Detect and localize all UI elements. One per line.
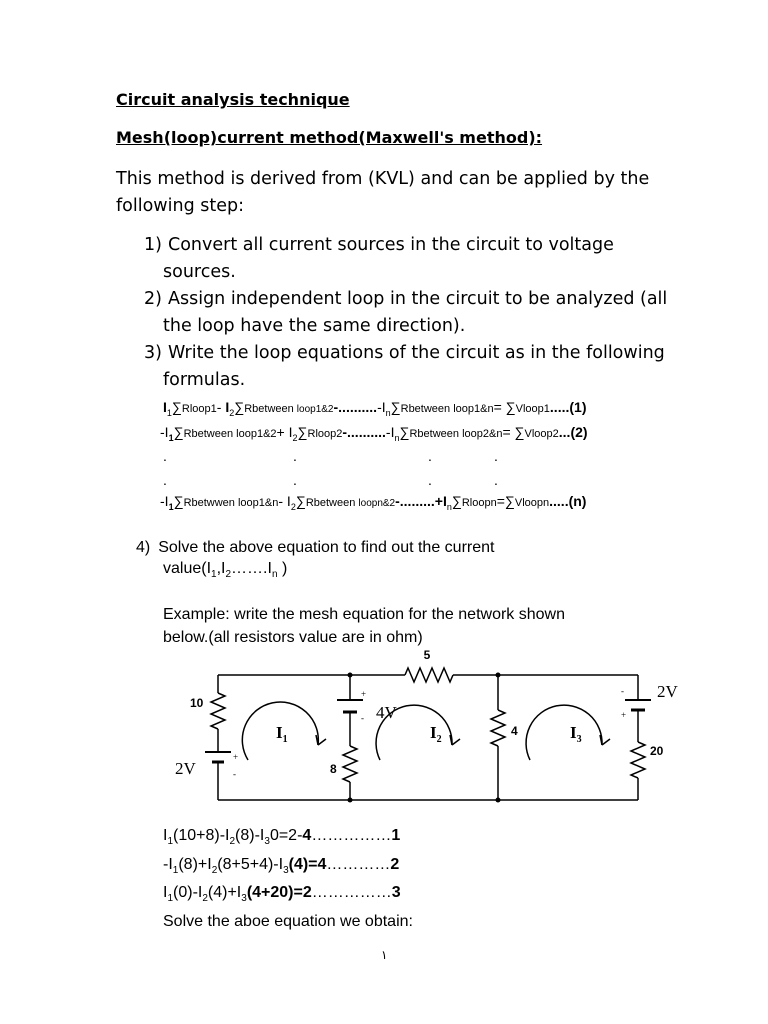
heading-circuit-analysis: Circuit analysis technique [116, 90, 350, 109]
minus-sign: - [233, 769, 236, 779]
node [496, 673, 501, 678]
formula-loop1: $I_1\sum Rloop1-$ $I_2\sum Rbetween$ $loop1\&2-..........-I_n\sum Rbetween$ loop1&n= ∑Vloop1.....(1) [163, 399, 587, 418]
plus-sign: + [621, 710, 627, 720]
label-source-right: 2V [657, 682, 678, 701]
resistor-5 [405, 668, 453, 682]
step-number: 4) [136, 539, 151, 556]
mesh-equations [163, 825, 413, 934]
step-1: 1) Convert all current sources in the circuit to voltage sources. [116, 232, 667, 286]
label-r10: 10 [190, 696, 204, 710]
label-source-left: 2V [175, 759, 196, 778]
resistor-8 [343, 746, 357, 782]
mesh-label-i2: $I_2$ [430, 723, 442, 745]
step-4: 4) Solve the above equation to find out the current $value(I_1,I_2\dots\dots.I_n$ ) [136, 539, 495, 581]
node [348, 798, 353, 803]
label-r4: 4 [511, 724, 518, 738]
minus-sign: - [621, 686, 624, 696]
mesh-label-i1: $I_1$ [276, 723, 288, 745]
mesh-arrow-3 [526, 705, 602, 760]
label-r8: 8 [330, 762, 337, 776]
minus-sign: - [361, 713, 364, 723]
plus-sign: + [361, 689, 367, 699]
intro-line-1: This method is derived from (KVL) and can be applied by the [116, 169, 650, 189]
example-paragraph: Example: write the mesh equation for the network shown below.(all resistors value are in ohm) [163, 606, 565, 646]
step-3: 3) Write the loop equations of the circuit as in the following formulas. [116, 340, 667, 394]
formula-loopn: $-I_1\sum Rbetwwen$ loop1&n- $I_2\sum Rbetween$ $loopn\&2-.........+I_n\sum Rloopn=\sum Vloopn.....(n)$ [160, 493, 587, 512]
node [496, 798, 501, 803]
formula-loop2: $-I_1\sum Rbetween$ loop1&2+ $I_2\sum Rloop2-..........-I_n\sum Rbetween$ loop2&n= ∑Vloop2...(2) [160, 424, 588, 443]
step-number: 3) [144, 343, 162, 363]
label-r5: 5 [423, 648, 431, 662]
resistor-10 [211, 693, 225, 729]
resistor-4 [491, 710, 505, 746]
label-r20: 20 [650, 744, 664, 758]
plus-sign: + [233, 752, 239, 762]
mesh-label-i3: $I_3$ [570, 723, 582, 745]
page-number: ١ [381, 948, 388, 962]
equation-4: Solve the aboe equation we obtain: [163, 913, 413, 931]
resistor-20 [631, 742, 645, 778]
equation-1: $I_1(10+8)-I_2(8)-I_30=2-4\dots\dots\dots\dots\dots 1$ [163, 827, 401, 848]
equation-3: $I_1(0)-I_2(4)+I_3(4+20)=2\dots\dots\dots\dots\dots 3$ [163, 884, 401, 905]
step-number: 1) [144, 235, 162, 255]
step-number: 2) [144, 289, 162, 309]
intro-line-2: following step: [116, 196, 244, 216]
equation-2: $-I_1(8)+I_2(8+5+4)-I_3(4)=4\dots\dots\dots\dots 2$ [163, 855, 400, 876]
node [348, 673, 353, 678]
heading-mesh-method: Mesh(loop)current method(Maxwell's method): [116, 128, 543, 147]
label-source-mid: 4V [376, 703, 397, 722]
step-2: 2) Assign independent loop in the circuit to be analyzed (all the loop have the same direction). [116, 286, 667, 340]
